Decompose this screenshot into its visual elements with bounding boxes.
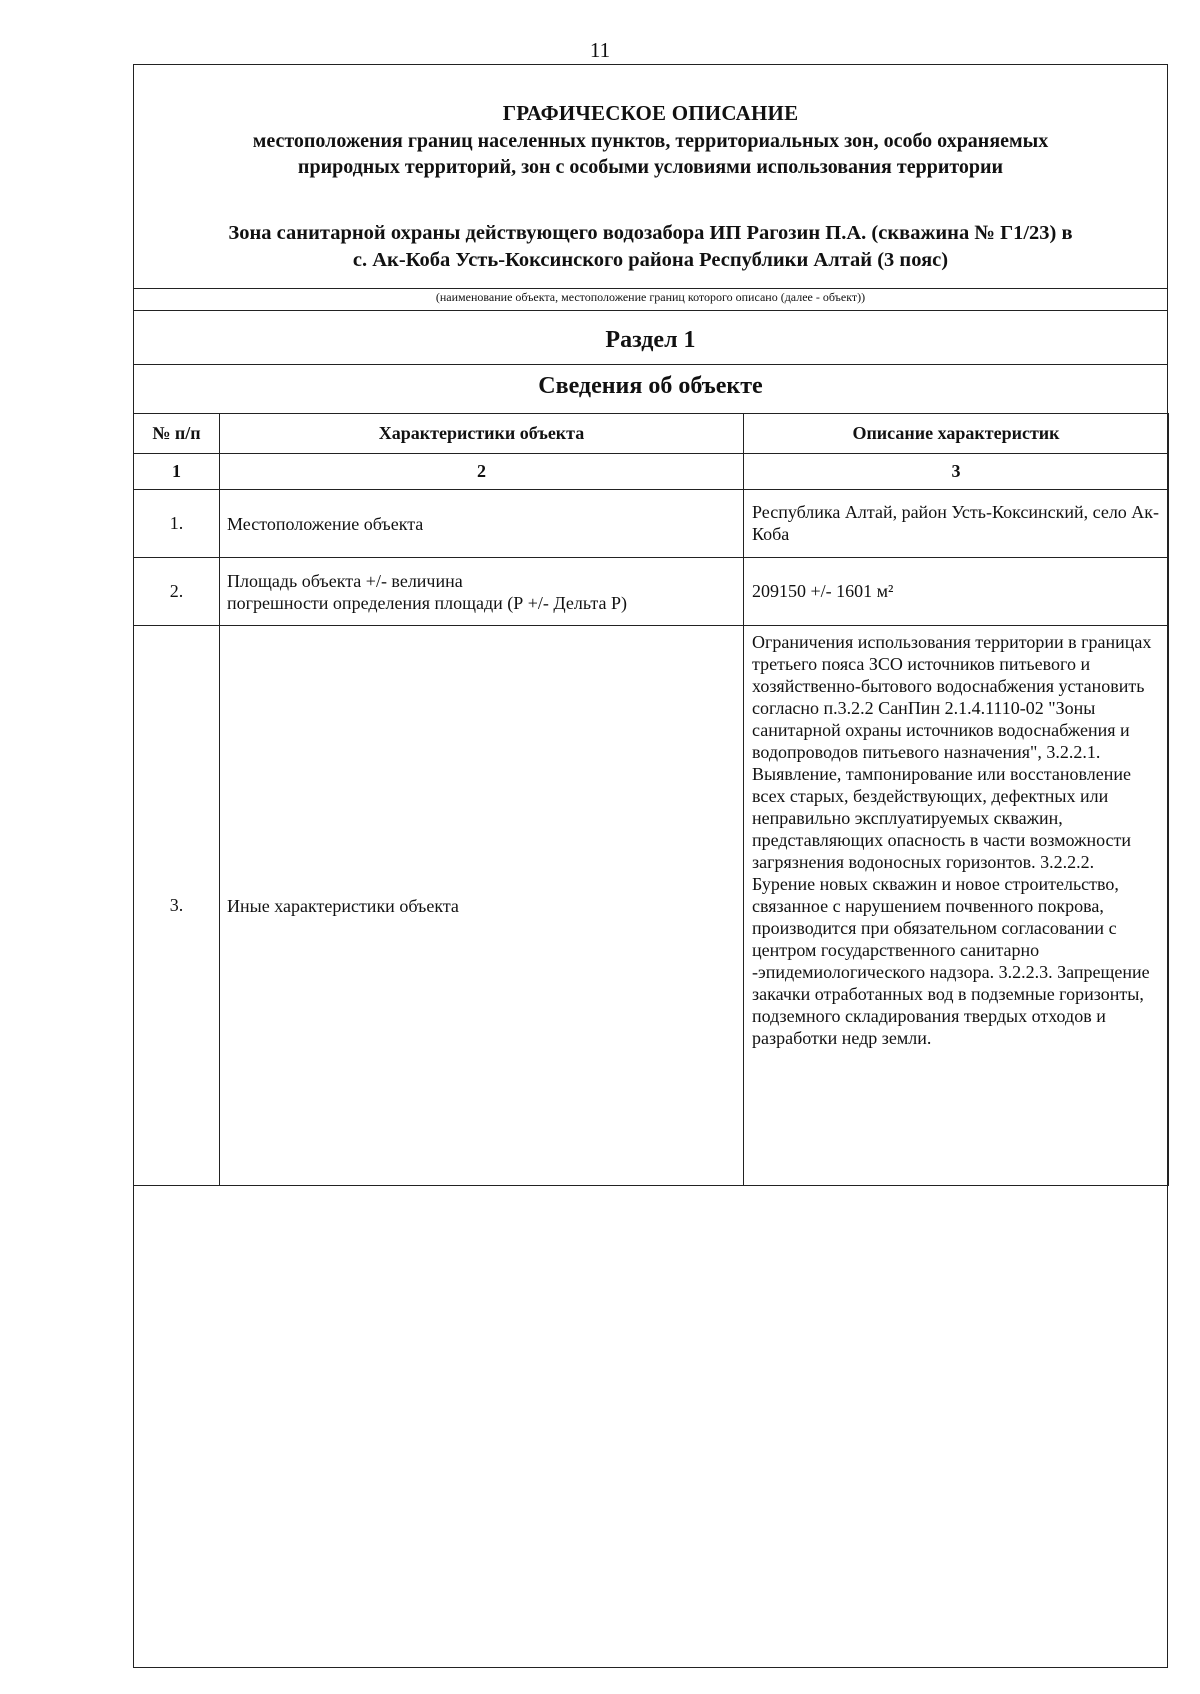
object-caption: (наименование объекта, местоположение границ которого описано (далее - объект)) [435, 290, 866, 304]
row-characteristic: Иные характеристики объекта [220, 626, 744, 1186]
page-number: 11 [589, 38, 611, 62]
table-header-row [134, 414, 1169, 454]
column-number: 2 [220, 454, 744, 490]
row-characteristic [220, 558, 744, 626]
header-characteristic: Характеристики объекта [220, 414, 744, 454]
row-characteristic-line-1: Площадь объекта +/- величина [227, 570, 463, 591]
section-title: Раздел 1 [605, 327, 696, 353]
column-number-row [134, 454, 1169, 490]
document-header [134, 65, 1167, 288]
row-number: 2. [134, 558, 220, 626]
object-name-line-2: с. Ак-Коба Усть-Коксинского района Республики Алтай (3 пояс) [352, 249, 949, 271]
object-name-line-1: Зона санитарной охраны действующего водозабора ИП Рагозин П.А. (скважина № Г1/23) в [228, 222, 1073, 244]
row-description: Ограничения использования территории в границах третьего пояса ЗСО источников питьевого и хозяйственно-бытового водоснабжения установить согласно п.3.2.2 СанПин 2.1.4.1110-02 "Зоны санитарной охраны источников водоснабжения и водопроводов питьевого назначения", 3.2.2.1. Выявление, тампонирование или восстановление всех старых, бездействующих, дефектных или неправильно эксплуатируемых скважин, представляющих опасность в части возможности загрязнения водоносных горизонтов. 3.2.2.2. Бурение новых скважин и новое строительство, связанное с нарушением почвенного покрова, производится при обязательном согласовании с центром государственного санитарно -эпидемиологического надзора. 3.2.2.3. Запрещение закачки отработанных вод в подземные горизонты, подземного складирования твердых отходов и разработки недр земли. [744, 626, 1169, 1186]
table-row [134, 626, 1169, 1186]
document-title: ГРАФИЧЕСКОЕ ОПИСАНИЕ [502, 101, 799, 125]
document-subtitle [154, 128, 1147, 180]
row-description: 209150 +/- 1601 м² [744, 558, 1169, 626]
row-characteristic: Местоположение объекта [220, 490, 744, 558]
column-number: 3 [744, 454, 1169, 490]
subtitle-line-2: природных территорий, зон с особыми условиями использования территории [297, 156, 1004, 178]
object-name [144, 220, 1157, 274]
header-number: № п/п [134, 414, 220, 454]
row-number: 3. [134, 626, 220, 1186]
column-number: 1 [134, 454, 220, 490]
characteristics-table [133, 413, 1169, 1186]
row-characteristic-line-2: погрешности определения площади (Р +/- Дельта Р) [227, 592, 627, 613]
document-frame [133, 64, 1168, 1668]
divider [134, 310, 1167, 311]
subtitle-line-1: местоположения границ населенных пунктов, территориальных зон, особо охраняемых [252, 130, 1049, 152]
table-row [134, 558, 1169, 626]
section-subtitle: Сведения об объекте [538, 373, 763, 399]
row-number: 1. [134, 490, 220, 558]
table-row [134, 490, 1169, 558]
divider [134, 364, 1167, 365]
divider [134, 288, 1167, 289]
header-description: Описание характеристик [744, 414, 1169, 454]
row-description: Республика Алтай, район Усть-Коксинский, село Ак-Коба [744, 490, 1169, 558]
